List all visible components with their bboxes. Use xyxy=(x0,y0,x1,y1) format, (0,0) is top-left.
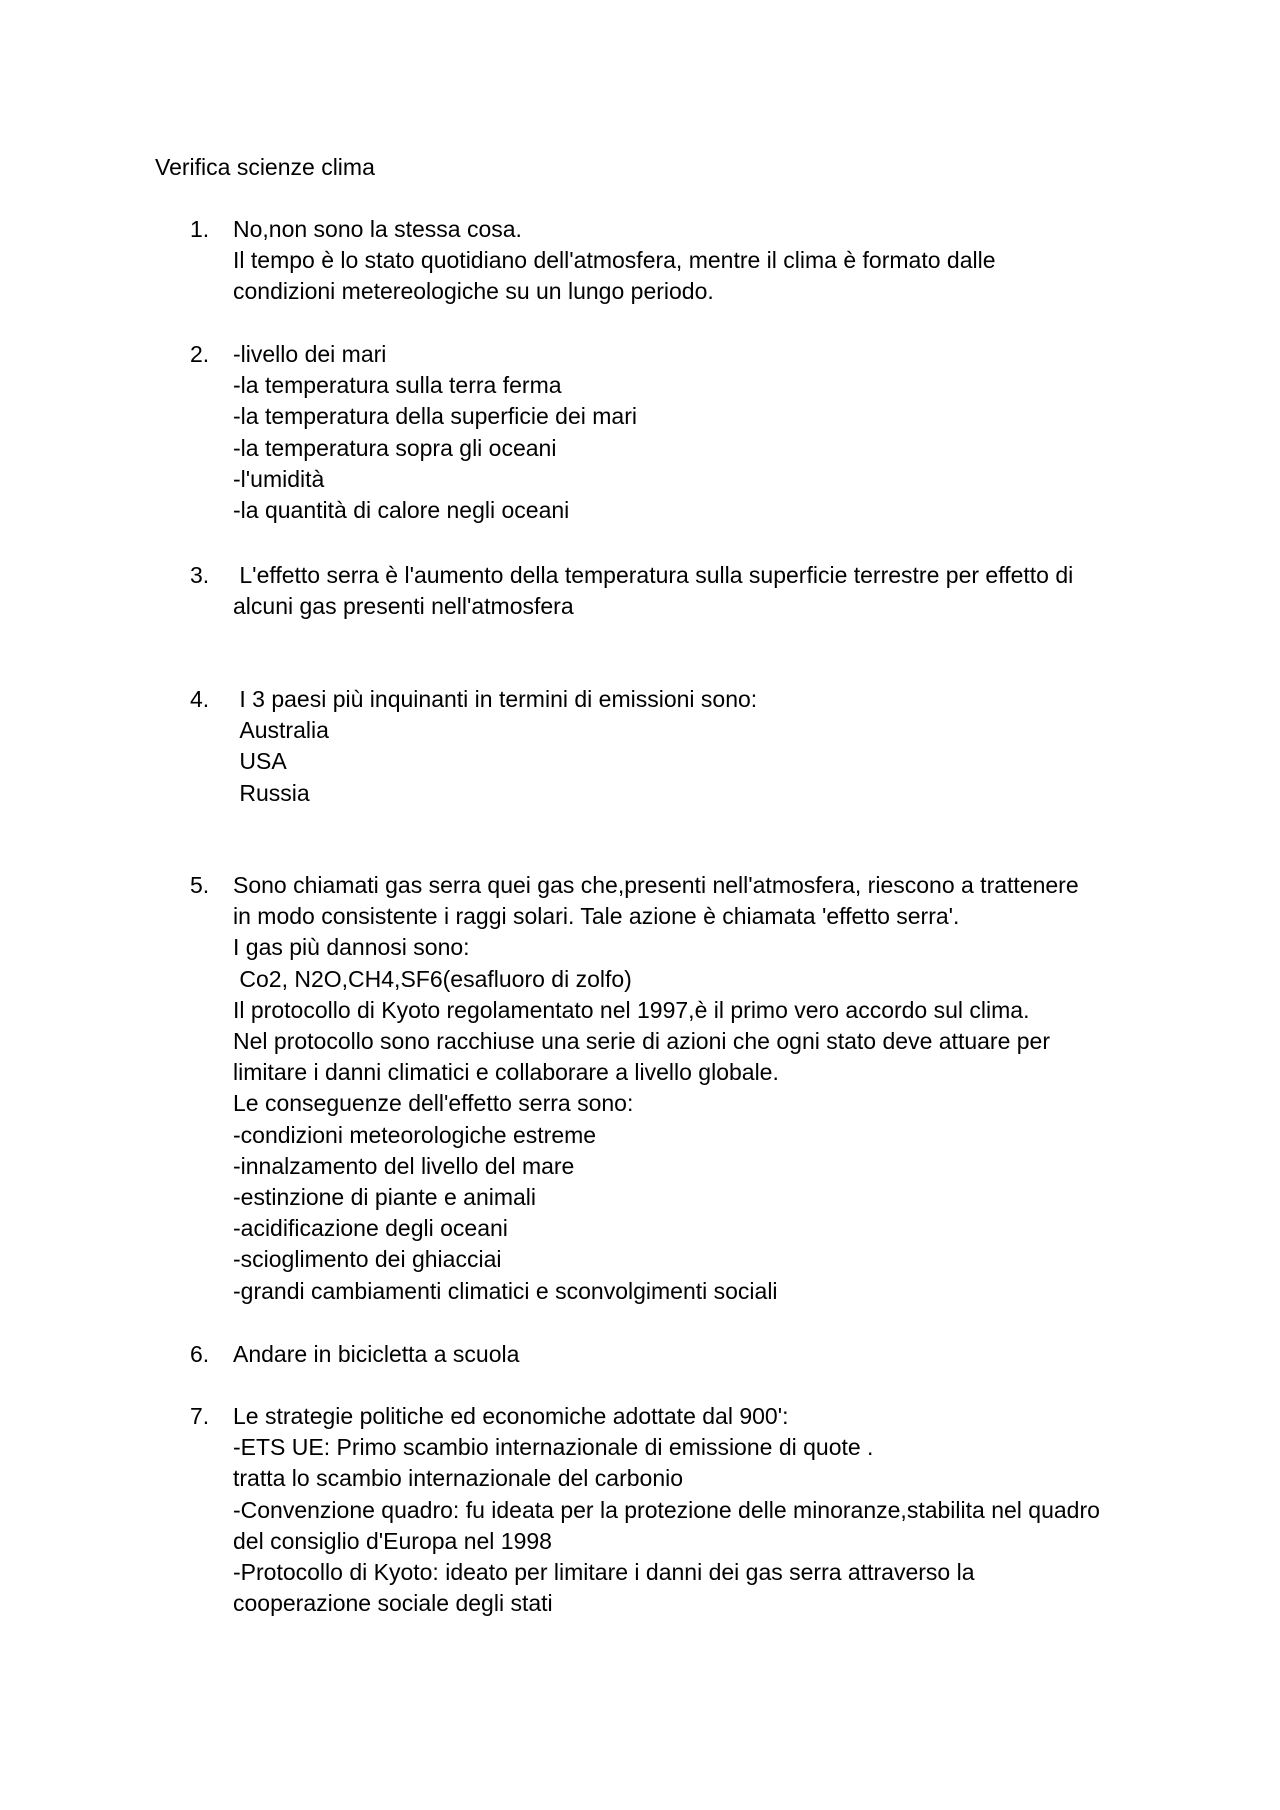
item-line: USA xyxy=(233,748,287,775)
item-line: Il protocollo di Kyoto regolamentato nel 1997,è il primo vero accordo sul clima. xyxy=(233,996,1030,1023)
item-line: Nel protocollo sono racchiuse una serie di azioni che ogni stato deve attuare per xyxy=(233,1028,1050,1055)
item-line: I gas più dannosi sono: xyxy=(233,934,470,961)
item-line: Australia xyxy=(233,717,329,744)
list-item-3 xyxy=(190,560,1190,622)
item-line: Co2, N2O,CH4,SF6(esafluoro di zolfo) xyxy=(233,965,632,992)
item-line: -condizioni meteorologiche estreme xyxy=(233,1121,597,1148)
item-number: 4. xyxy=(190,686,210,712)
item-line: alcuni gas presenti nell'atmosfera xyxy=(233,593,574,620)
item-number: 7. xyxy=(190,1403,210,1429)
item-line: Il tempo è lo stato quotidiano dell'atmosfera, mentre il clima è formato dalle xyxy=(233,247,996,274)
item-number: 5. xyxy=(190,872,210,898)
item-line: -la quantità di calore negli oceani xyxy=(233,497,570,524)
item-body xyxy=(233,214,1153,308)
item-line: -Protocollo di Kyoto: ideato per limitare i danni dei gas serra attraverso la xyxy=(233,1559,975,1586)
item-line: -la temperatura sulla terra ferma xyxy=(233,372,562,399)
item-body xyxy=(233,1401,1153,1619)
item-line: -innalzamento del livello del mare xyxy=(233,1152,575,1179)
item-line: -la temperatura sopra gli oceani xyxy=(233,434,557,461)
item-line: -estinzione di piante e animali xyxy=(233,1184,537,1211)
item-line: condizioni metereologiche su un lungo periodo. xyxy=(233,278,714,305)
item-number: 2. xyxy=(190,341,210,367)
item-body xyxy=(233,560,1153,622)
item-line: Andare in bicicletta a scuola xyxy=(233,1341,520,1367)
item-line: Le conseguenze dell'effetto serra sono: xyxy=(233,1090,634,1117)
item-line: -grandi cambiamenti climatici e sconvolgimenti sociali xyxy=(233,1277,778,1304)
document-title: Verifica scienze clima xyxy=(155,154,375,180)
item-body xyxy=(233,684,1153,809)
item-line: in modo consistente i raggi solari. Tale azione è chiamata 'effetto serra'. xyxy=(233,903,960,930)
item-line: Le strategie politiche ed economiche adottate dal 900': xyxy=(233,1403,789,1429)
item-line: -livello dei mari xyxy=(233,341,387,367)
item-number: 1. xyxy=(190,216,210,242)
item-line: -acidificazione degli oceani xyxy=(233,1215,508,1242)
item-line: Russia xyxy=(233,779,310,806)
list-item-4 xyxy=(190,684,1190,809)
item-line: -Convenzione quadro: fu ideata per la protezione delle minoranze,stabilita nel quadro xyxy=(233,1496,1100,1523)
item-number: 3. xyxy=(190,562,210,588)
list-item-1 xyxy=(190,214,1190,308)
item-body xyxy=(233,870,1153,1307)
item-line: tratta lo scambio internazionale del carbonio xyxy=(233,1465,684,1492)
item-line: -l'umidità xyxy=(233,465,325,492)
item-line: -ETS UE: Primo scambio internazionale di emissione di quote . xyxy=(233,1434,874,1461)
item-line: I 3 paesi più inquinanti in termini di emissioni sono: xyxy=(233,686,758,712)
item-line: del consiglio d'Europa nel 1998 xyxy=(233,1527,552,1554)
item-line: -scioglimento dei ghiacciai xyxy=(233,1246,502,1273)
item-line: cooperazione sociale degli stati xyxy=(233,1590,553,1617)
list-item-5 xyxy=(190,870,1190,1307)
item-line: -la temperatura della superficie dei mari xyxy=(233,403,637,430)
item-body xyxy=(233,339,1153,526)
list-item-2 xyxy=(190,339,1190,526)
item-line: No,non sono la stessa cosa. xyxy=(233,216,522,242)
item-number: 6. xyxy=(190,1341,210,1367)
item-body xyxy=(233,1339,1153,1370)
item-line: Sono chiamati gas serra quei gas che,presenti nell'atmosfera, riescono a trattenere xyxy=(233,872,1079,898)
list-item-6 xyxy=(190,1339,1190,1370)
list-item-7 xyxy=(190,1401,1190,1619)
item-line: limitare i danni climatici e collaborare a livello globale. xyxy=(233,1059,779,1086)
item-line: L'effetto serra è l'aumento della temperatura sulla superficie terrestre per effetto di xyxy=(233,562,1074,588)
